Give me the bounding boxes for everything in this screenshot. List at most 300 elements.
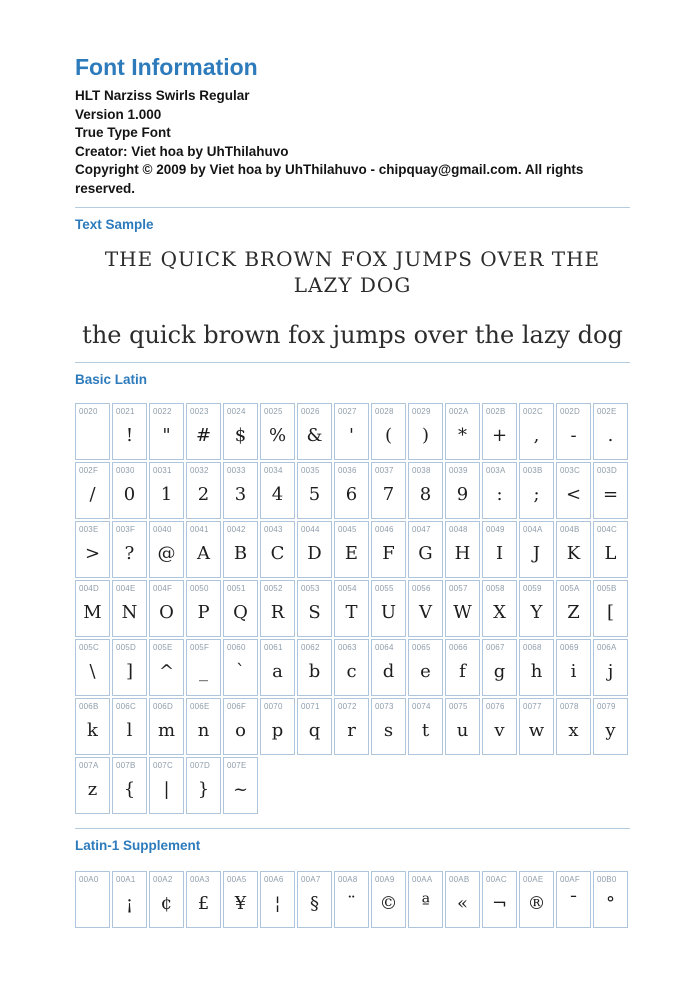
char-cell (149, 698, 184, 755)
char-code-label: 0028 (375, 407, 394, 416)
char-glyph: q (308, 720, 321, 741)
char-glyph: # (195, 425, 212, 446)
char-cell (519, 580, 554, 637)
char-cell (186, 580, 221, 637)
char-cell (371, 580, 406, 637)
char-cell (445, 639, 480, 696)
char-cell (75, 757, 110, 814)
char-code-label: 007C (153, 761, 173, 770)
char-glyph: Q (233, 602, 248, 623)
char-row (75, 639, 630, 696)
char-cell (371, 871, 406, 928)
char-glyph: 6 (345, 484, 358, 505)
char-code-label: 0060 (227, 643, 246, 652)
char-cell (482, 403, 517, 460)
char-code-label: 0079 (597, 702, 616, 711)
char-cell (223, 639, 258, 696)
char-code-label: 002A (449, 407, 469, 416)
char-code-label: 0052 (264, 584, 283, 593)
char-code-label: 005E (153, 643, 173, 652)
char-code-label: 0059 (523, 584, 542, 593)
char-code-label: 006A (597, 643, 617, 652)
char-glyph: n (197, 720, 210, 741)
char-glyph: j (607, 661, 614, 682)
char-glyph: J (532, 543, 541, 564)
char-cell (556, 639, 591, 696)
char-cell (260, 698, 295, 755)
char-glyph: > (84, 543, 101, 564)
char-glyph: C (270, 543, 285, 564)
char-cell (593, 580, 628, 637)
char-row (75, 403, 630, 460)
char-cell (334, 639, 369, 696)
char-glyph: ¨ (347, 893, 356, 914)
char-code-label: 005D (116, 643, 136, 652)
char-cell (334, 698, 369, 755)
char-cell (223, 521, 258, 578)
char-glyph: y (605, 720, 616, 741)
char-code-label: 0030 (116, 466, 135, 475)
char-code-label: 00A8 (338, 875, 358, 884)
char-code-label: 0054 (338, 584, 357, 593)
char-glyph: , (533, 425, 540, 446)
char-glyph: w (528, 720, 545, 741)
char-cell (260, 871, 295, 928)
char-glyph: @ (157, 543, 176, 564)
char-code-label: 0068 (523, 643, 542, 652)
char-glyph: O (159, 602, 174, 623)
char-glyph: { (123, 779, 136, 800)
char-cell (482, 462, 517, 519)
char-glyph: 7 (382, 484, 395, 505)
char-code-label: 0069 (560, 643, 579, 652)
char-cell (371, 639, 406, 696)
char-code-label: 0031 (153, 466, 172, 475)
char-glyph: « (456, 893, 468, 914)
char-cell (334, 871, 369, 928)
char-cell (112, 462, 147, 519)
char-cell (519, 462, 554, 519)
char-code-label: 0049 (486, 525, 505, 534)
char-code-label: 00AF (560, 875, 580, 884)
char-code-label: 0039 (449, 466, 468, 475)
char-glyph: s (383, 720, 394, 741)
char-glyph: © (379, 893, 398, 914)
char-code-label: 004D (79, 584, 99, 593)
char-code-label: 002F (79, 466, 99, 475)
char-code-label: 0035 (301, 466, 320, 475)
char-glyph: \ (89, 661, 96, 682)
basic-latin-heading: Basic Latin (75, 372, 148, 387)
char-glyph: u (456, 720, 469, 741)
char-code-label: 0076 (486, 702, 505, 711)
char-code-label: 005C (79, 643, 99, 652)
char-glyph: § (310, 893, 319, 914)
char-cell (482, 521, 517, 578)
char-code-label: 004A (523, 525, 543, 534)
char-cell (445, 698, 480, 755)
char-cell (556, 698, 591, 755)
char-glyph: o (235, 720, 246, 741)
char-glyph: 1 (160, 484, 173, 505)
char-cell (408, 462, 443, 519)
font-details (75, 87, 630, 198)
char-glyph: - (570, 425, 577, 446)
char-code-label: 0025 (264, 407, 283, 416)
char-cell (297, 580, 332, 637)
char-glyph: ` (236, 661, 245, 682)
char-code-label: 007D (190, 761, 210, 770)
char-row (75, 871, 630, 928)
char-cell (260, 521, 295, 578)
char-code-label: 0020 (79, 407, 98, 416)
char-code-label: 0050 (190, 584, 209, 593)
char-code-label: 0077 (523, 702, 542, 711)
char-glyph: H (454, 543, 471, 564)
char-code-label: 00A9 (375, 875, 395, 884)
char-code-label: 0048 (449, 525, 468, 534)
char-cell (75, 639, 110, 696)
char-cell (593, 462, 628, 519)
char-glyph: & (306, 425, 323, 446)
char-glyph: ~ (232, 779, 249, 800)
latin1-supplement-grid (75, 871, 630, 928)
char-glyph: z (87, 779, 98, 800)
char-code-label: 0023 (190, 407, 209, 416)
char-code-label: 0024 (227, 407, 246, 416)
font-type-line: True Type Font (75, 125, 171, 140)
char-glyph: ' (349, 425, 354, 446)
char-code-label: 0043 (264, 525, 283, 534)
char-code-label: 0055 (375, 584, 394, 593)
char-code-label: 0044 (301, 525, 320, 534)
char-glyph: [ (606, 602, 615, 623)
char-code-label: 005A (560, 584, 580, 593)
char-cell (408, 871, 443, 928)
char-glyph (76, 885, 109, 927)
char-code-label: 0075 (449, 702, 468, 711)
char-cell (482, 698, 517, 755)
char-cell (223, 462, 258, 519)
char-glyph: + (491, 425, 508, 446)
char-cell (593, 403, 628, 460)
font-name-line: HLT Narziss Swirls Regular (75, 88, 250, 103)
char-cell (260, 580, 295, 637)
char-cell (371, 462, 406, 519)
basic-latin-grid (75, 403, 630, 814)
char-glyph: Z (567, 602, 580, 623)
char-code-label: 0034 (264, 466, 283, 475)
divider (75, 362, 630, 363)
char-glyph: r (347, 720, 356, 741)
char-cell (334, 521, 369, 578)
char-code-label: 00AA (412, 875, 433, 884)
char-glyph: B (233, 543, 248, 564)
char-cell (371, 521, 406, 578)
char-code-label: 0073 (375, 702, 394, 711)
char-glyph: ¡ (125, 893, 134, 914)
char-glyph: K (566, 543, 581, 564)
char-glyph: < (565, 484, 582, 505)
char-cell (556, 462, 591, 519)
char-cell (149, 757, 184, 814)
char-cell (223, 871, 258, 928)
char-code-label: 00B0 (597, 875, 617, 884)
sample-uppercase: THE QUICK BROWN FOX JUMPS OVER THE LAZY DOG (104, 247, 601, 297)
char-glyph: R (270, 602, 285, 623)
char-glyph: ¢ (160, 893, 173, 914)
sample-lowercase: the quick brown fox jumps over the lazy dog (82, 321, 623, 349)
char-cell (149, 580, 184, 637)
char-glyph: e (420, 661, 431, 682)
char-code-label: 006C (116, 702, 136, 711)
char-code-label: 006B (79, 702, 99, 711)
char-code-label: 0053 (301, 584, 320, 593)
char-cell (445, 580, 480, 637)
char-code-label: 0041 (190, 525, 209, 534)
char-glyph: t (421, 720, 430, 741)
char-code-label: 004C (597, 525, 617, 534)
char-code-label: 0063 (338, 643, 357, 652)
char-glyph: M (83, 602, 102, 623)
char-code-label: 006D (153, 702, 173, 711)
char-cell (260, 639, 295, 696)
char-cell (223, 698, 258, 755)
char-cell (75, 462, 110, 519)
char-code-label: 0022 (153, 407, 172, 416)
char-code-label: 0021 (116, 407, 135, 416)
char-cell (334, 403, 369, 460)
char-code-label: 002C (523, 407, 543, 416)
char-code-label: 00AB (449, 875, 470, 884)
char-glyph: % (268, 425, 287, 446)
char-code-label: 0065 (412, 643, 431, 652)
char-cell (297, 639, 332, 696)
page-content (0, 54, 696, 928)
char-code-label: 00A3 (190, 875, 210, 884)
char-cell (519, 871, 554, 928)
char-cell (75, 521, 110, 578)
char-cell (186, 698, 221, 755)
char-cell (593, 698, 628, 755)
char-glyph: A (197, 543, 210, 564)
char-glyph: : (496, 484, 503, 505)
char-glyph: c (346, 661, 357, 682)
char-glyph: D (307, 543, 322, 564)
char-cell (149, 639, 184, 696)
char-code-label: 0047 (412, 525, 431, 534)
char-cell (112, 698, 147, 755)
char-code-label: 007E (227, 761, 247, 770)
char-glyph: ¯ (569, 893, 578, 914)
char-glyph: ^ (158, 661, 175, 682)
char-code-label: 0078 (560, 702, 579, 711)
char-glyph: ° (606, 893, 615, 914)
char-glyph: 2 (197, 484, 210, 505)
char-code-label: 002B (486, 407, 506, 416)
char-code-label: 0062 (301, 643, 320, 652)
char-cell (112, 403, 147, 460)
char-glyph: * (458, 425, 467, 446)
char-cell (75, 698, 110, 755)
char-code-label: 0070 (264, 702, 283, 711)
char-glyph: b (308, 661, 321, 682)
font-version-line: Version 1.000 (75, 106, 162, 122)
char-glyph: ¬ (491, 893, 508, 914)
char-code-label: 00A6 (264, 875, 284, 884)
char-cell (556, 403, 591, 460)
char-glyph: 9 (456, 484, 469, 505)
char-cell (593, 871, 628, 928)
page-title: Font Information (75, 54, 258, 80)
char-cell (408, 521, 443, 578)
char-glyph: I (495, 543, 504, 564)
char-glyph: £ (197, 893, 210, 914)
char-cell (408, 580, 443, 637)
char-glyph (76, 417, 109, 459)
char-cell (593, 521, 628, 578)
char-code-label: 004B (560, 525, 580, 534)
char-cell (445, 462, 480, 519)
char-glyph: . (607, 425, 614, 446)
char-code-label: 0057 (449, 584, 468, 593)
char-glyph: a (272, 661, 283, 682)
char-code-label: 00A2 (153, 875, 173, 884)
char-glyph: W (453, 602, 472, 623)
char-cell (297, 698, 332, 755)
char-cell (519, 639, 554, 696)
char-code-label: 0072 (338, 702, 357, 711)
char-cell (482, 871, 517, 928)
char-row (75, 521, 630, 578)
char-code-label: 0033 (227, 466, 246, 475)
latin1-supplement-heading: Latin-1 Supplement (75, 838, 201, 853)
char-glyph: 8 (419, 484, 432, 505)
char-glyph: d (382, 661, 395, 682)
char-glyph: F (382, 543, 395, 564)
char-code-label: 0061 (264, 643, 283, 652)
char-code-label: 0045 (338, 525, 357, 534)
text-sample-heading: Text Sample (75, 217, 154, 232)
char-glyph: ) (421, 425, 430, 446)
char-glyph: Y (530, 602, 543, 623)
char-cell (186, 639, 221, 696)
char-code-label: 003C (560, 466, 580, 475)
char-code-label: 00A0 (79, 875, 99, 884)
char-glyph: p (271, 720, 284, 741)
char-code-label: 0027 (338, 407, 357, 416)
char-code-label: 0040 (153, 525, 172, 534)
char-glyph: U (380, 602, 397, 623)
char-cell (223, 403, 258, 460)
divider (75, 828, 630, 829)
char-glyph: = (602, 484, 619, 505)
char-cell (482, 580, 517, 637)
char-cell (445, 403, 480, 460)
char-cell (260, 462, 295, 519)
char-glyph: / (89, 484, 96, 505)
char-glyph: ! (125, 425, 134, 446)
char-cell (149, 403, 184, 460)
char-cell (334, 462, 369, 519)
char-code-label: 004E (116, 584, 136, 593)
char-code-label: 003B (523, 466, 543, 475)
char-cell (519, 521, 554, 578)
char-cell (297, 521, 332, 578)
char-cell (186, 871, 221, 928)
divider (75, 207, 630, 208)
char-glyph: N (121, 602, 138, 623)
char-glyph: E (344, 543, 359, 564)
char-cell (186, 757, 221, 814)
char-cell (334, 580, 369, 637)
char-code-label: 0056 (412, 584, 431, 593)
char-code-label: 005F (190, 643, 210, 652)
char-row (75, 580, 630, 637)
char-cell (223, 757, 258, 814)
char-code-label: 00A1 (116, 875, 136, 884)
font-copyright-line: Copyright © 2009 by Viet hoa by UhThilahuvo - chipquay@gmail.com. All rights reserved. (75, 162, 584, 196)
char-cell (112, 580, 147, 637)
char-glyph: v (494, 720, 505, 741)
char-code-label: 0042 (227, 525, 246, 534)
char-code-label: 0029 (412, 407, 431, 416)
char-cell (186, 403, 221, 460)
char-cell (260, 403, 295, 460)
char-cell (223, 580, 258, 637)
char-code-label: 0067 (486, 643, 505, 652)
char-code-label: 003A (486, 466, 506, 475)
char-cell (408, 403, 443, 460)
char-row (75, 757, 630, 814)
char-glyph: h (530, 661, 543, 682)
char-code-label: 0026 (301, 407, 320, 416)
char-cell (75, 403, 110, 460)
char-glyph: G (418, 543, 433, 564)
char-code-label: 003E (79, 525, 99, 534)
char-code-label: 00A7 (301, 875, 321, 884)
char-glyph: 4 (271, 484, 284, 505)
char-code-label: 0071 (301, 702, 320, 711)
char-cell (149, 521, 184, 578)
char-code-label: 00AE (523, 875, 544, 884)
char-glyph: ª (421, 893, 430, 914)
char-code-label: 003F (116, 525, 136, 534)
char-code-label: 00AC (486, 875, 507, 884)
char-cell (519, 403, 554, 460)
char-glyph: X (493, 602, 506, 623)
char-code-label: 004F (153, 584, 173, 593)
char-glyph: ® (527, 893, 546, 914)
char-glyph: ; (533, 484, 540, 505)
char-glyph: ¥ (234, 893, 247, 914)
char-cell (75, 580, 110, 637)
char-code-label: 0058 (486, 584, 505, 593)
char-glyph: x (568, 720, 579, 741)
char-glyph: | (163, 779, 170, 800)
char-code-label: 003D (597, 466, 617, 475)
char-cell (186, 521, 221, 578)
font-creator-line: Creator: Viet hoa by UhThilahuvo (75, 143, 289, 159)
char-cell (186, 462, 221, 519)
char-code-label: 0032 (190, 466, 209, 475)
char-cell (482, 639, 517, 696)
char-glyph: ] (125, 661, 134, 682)
char-cell (112, 757, 147, 814)
char-cell (297, 462, 332, 519)
char-code-label: 00A5 (227, 875, 247, 884)
char-code-label: 006F (227, 702, 247, 711)
